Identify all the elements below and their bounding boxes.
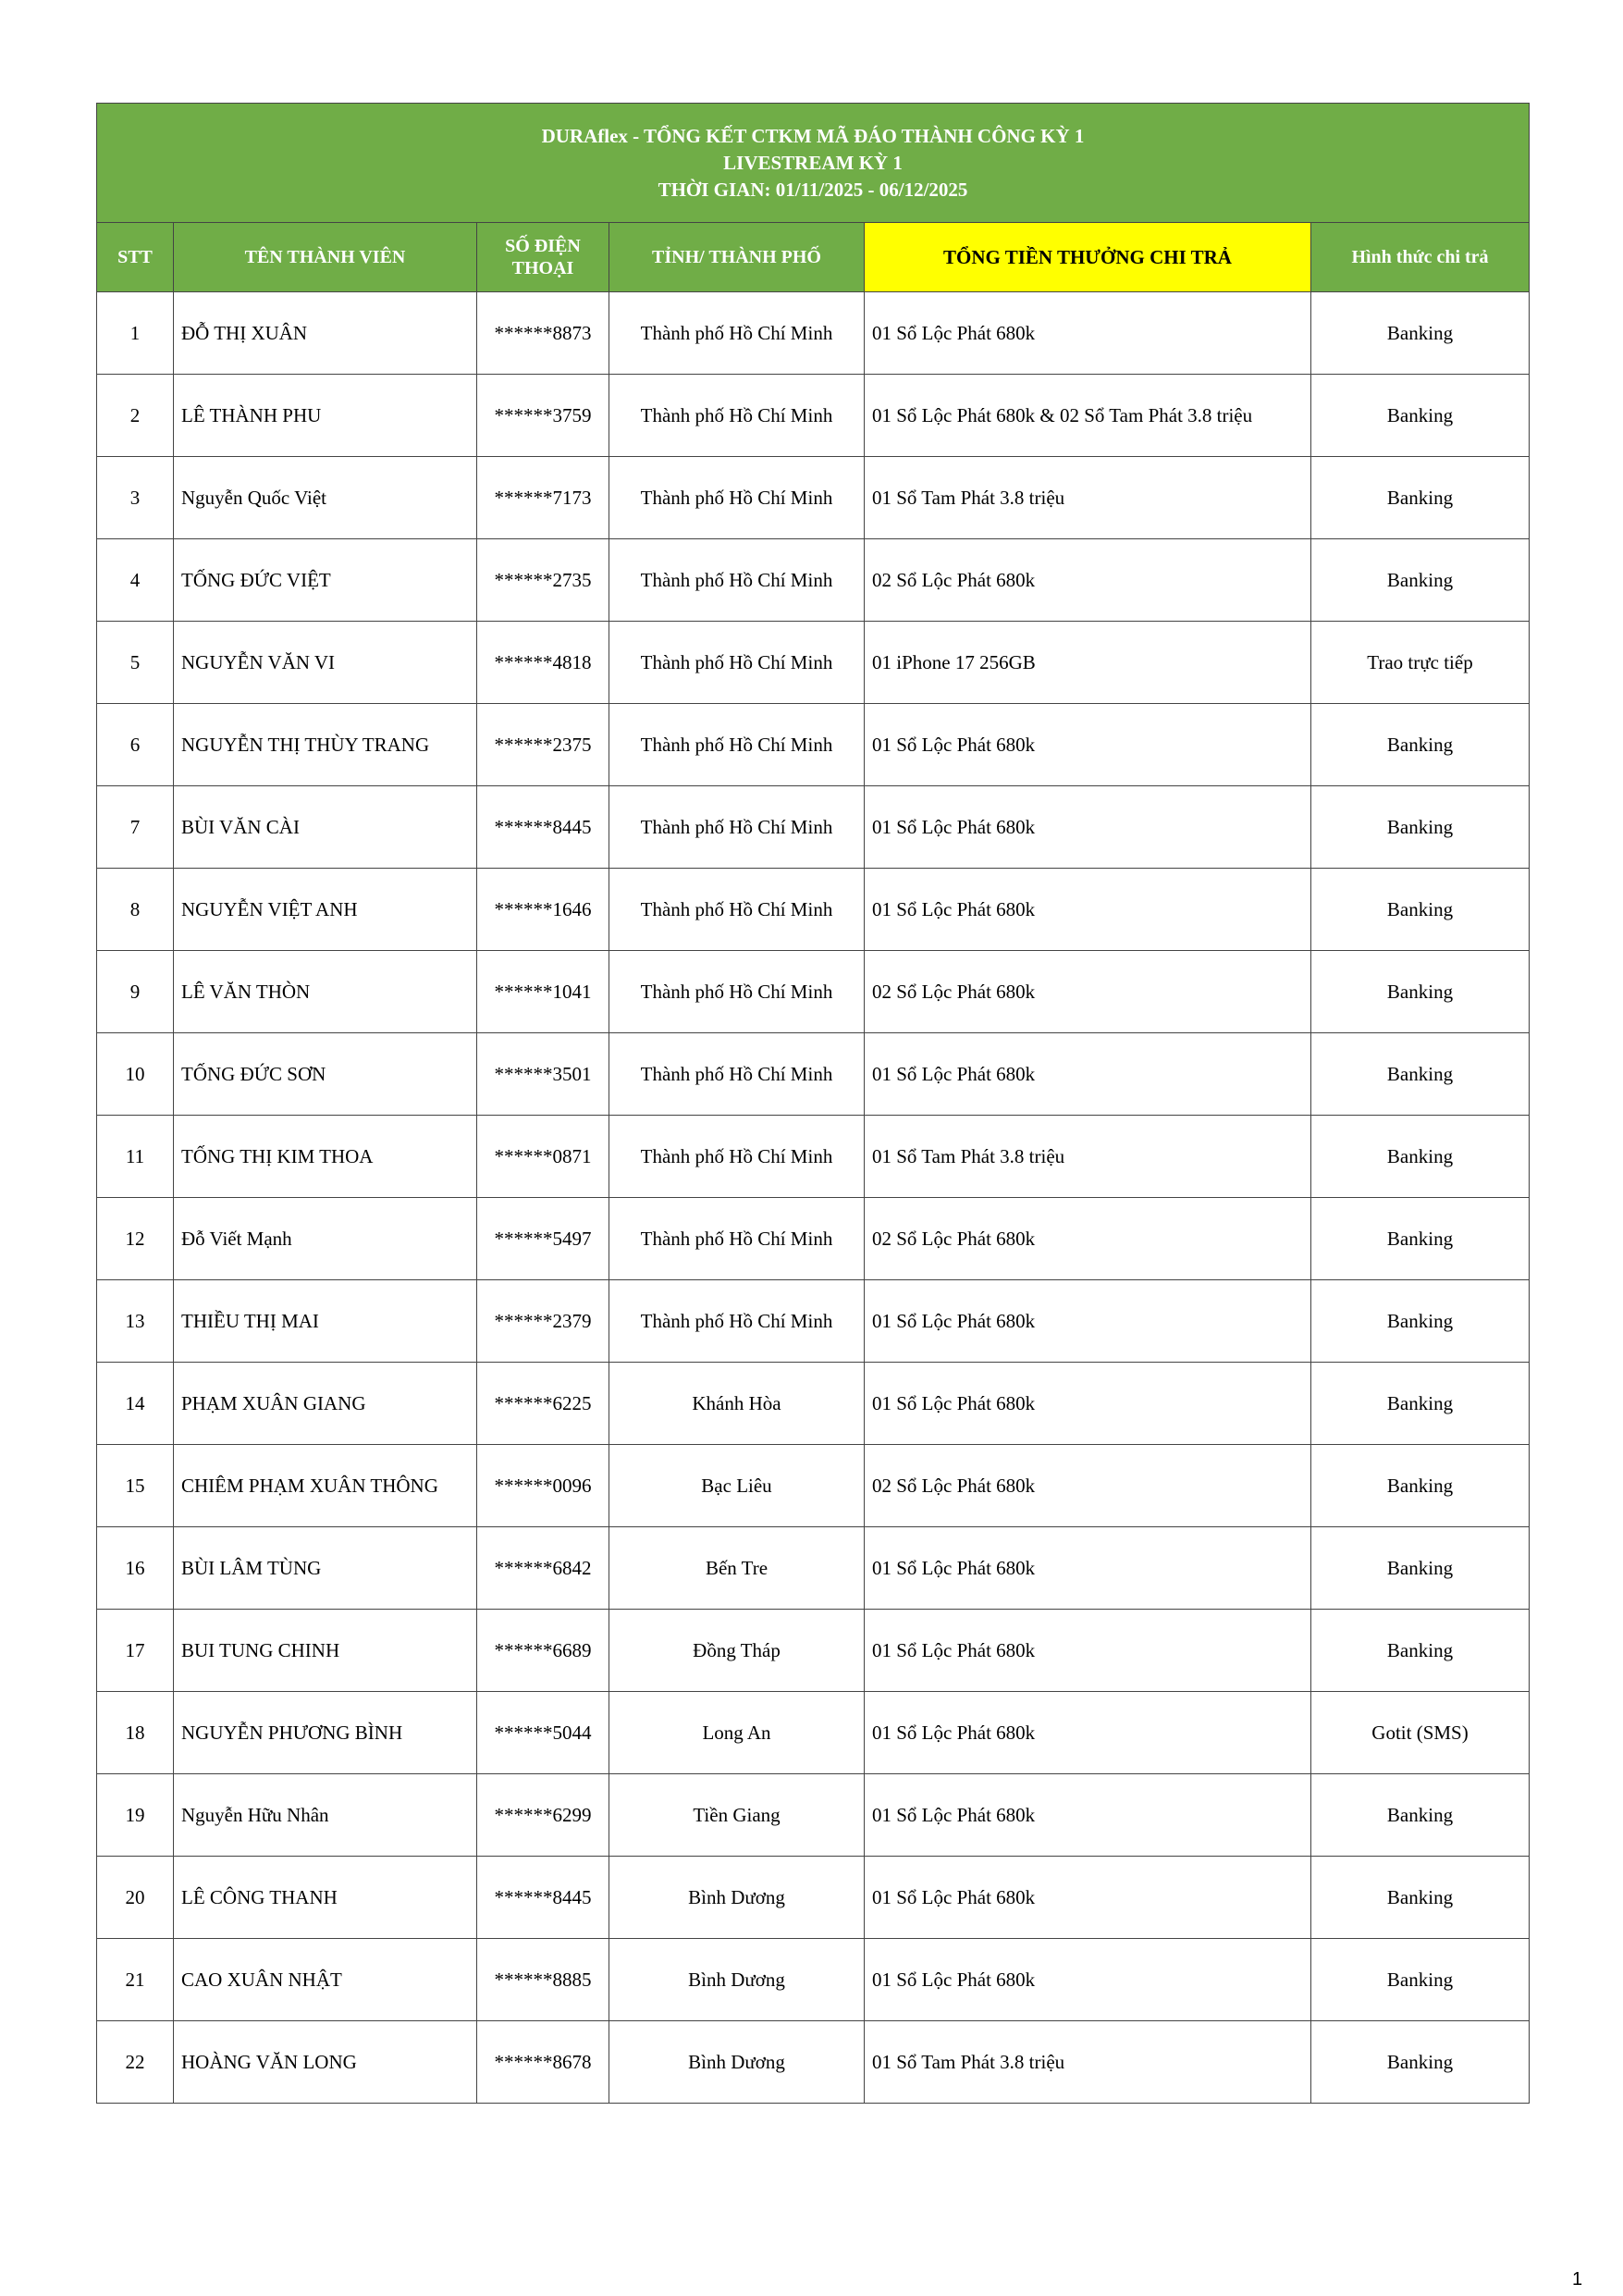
cell-stt: 2: [97, 375, 174, 457]
cell-province: Thành phố Hồ Chí Minh: [609, 704, 865, 786]
cell-method: Banking: [1311, 539, 1530, 622]
table-row: [97, 375, 1530, 457]
cell-prize: 01 Sổ Lộc Phát 680k: [865, 292, 1311, 375]
header-method: Hình thức chi trả: [1311, 223, 1530, 292]
cell-name: LÊ CÔNG THANH: [174, 1857, 477, 1939]
cell-prize: 01 Sổ Lộc Phát 680k: [865, 869, 1311, 951]
table-row: [97, 1280, 1530, 1363]
cell-name: NGUYỄN THỊ THÙY TRANG: [174, 704, 477, 786]
cell-name: CHIÊM PHẠM XUÂN THÔNG: [174, 1445, 477, 1527]
cell-prize: 01 Sổ Lộc Phát 680k: [865, 704, 1311, 786]
cell-method: Banking: [1311, 1527, 1530, 1610]
cell-province: Thành phố Hồ Chí Minh: [609, 622, 865, 704]
cell-method: Banking: [1311, 375, 1530, 457]
payout-table: [96, 103, 1530, 2104]
page-number: 1: [1572, 2269, 1583, 2290]
cell-province: Tiền Giang: [609, 1774, 865, 1857]
cell-prize: 02 Sổ Lộc Phát 680k: [865, 1445, 1311, 1527]
cell-method: Gotit (SMS): [1311, 1692, 1530, 1774]
cell-stt: 10: [97, 1033, 174, 1116]
cell-method: Banking: [1311, 1280, 1530, 1363]
cell-province: Bình Dương: [609, 2021, 865, 2104]
cell-method: Trao trực tiếp: [1311, 622, 1530, 704]
cell-phone: ******6842: [477, 1527, 609, 1610]
cell-stt: 20: [97, 1857, 174, 1939]
cell-province: Bạc Liêu: [609, 1445, 865, 1527]
cell-province: Thành phố Hồ Chí Minh: [609, 1033, 865, 1116]
cell-name: BÙI VĂN CÀI: [174, 786, 477, 869]
cell-name: Nguyễn Hữu Nhân: [174, 1774, 477, 1857]
cell-phone: ******3759: [477, 375, 609, 457]
cell-name: TỐNG ĐỨC VIỆT: [174, 539, 477, 622]
cell-prize: 01 Sổ Lộc Phát 680k: [865, 1363, 1311, 1445]
cell-prize: 01 Sổ Tam Phát 3.8 triệu: [865, 457, 1311, 539]
cell-province: Thành phố Hồ Chí Minh: [609, 292, 865, 375]
cell-province: Khánh Hòa: [609, 1363, 865, 1445]
cell-prize: 01 Sổ Tam Phát 3.8 triệu: [865, 2021, 1311, 2104]
table-row: [97, 1857, 1530, 1939]
cell-phone: ******8885: [477, 1939, 609, 2021]
cell-name: BÙI LÂM TÙNG: [174, 1527, 477, 1610]
cell-stt: 7: [97, 786, 174, 869]
title-block: [97, 104, 1530, 223]
cell-phone: ******0096: [477, 1445, 609, 1527]
cell-stt: 11: [97, 1116, 174, 1198]
cell-province: Đồng Tháp: [609, 1610, 865, 1692]
table-row: [97, 1939, 1530, 2021]
cell-method: Banking: [1311, 457, 1530, 539]
cell-method: Banking: [1311, 1857, 1530, 1939]
table-row: [97, 1774, 1530, 1857]
cell-province: Long An: [609, 1692, 865, 1774]
cell-province: Thành phố Hồ Chí Minh: [609, 1116, 865, 1198]
cell-method: Banking: [1311, 951, 1530, 1033]
cell-stt: 14: [97, 1363, 174, 1445]
table-row: [97, 1033, 1530, 1116]
cell-phone: ******6225: [477, 1363, 609, 1445]
table-row: [97, 622, 1530, 704]
cell-phone: ******1041: [477, 951, 609, 1033]
table-row: [97, 2021, 1530, 2104]
cell-name: HOÀNG VĂN LONG: [174, 2021, 477, 2104]
cell-stt: 19: [97, 1774, 174, 1857]
table-row: [97, 704, 1530, 786]
cell-method: Banking: [1311, 1774, 1530, 1857]
cell-stt: 17: [97, 1610, 174, 1692]
cell-name: Đỗ Viết Mạnh: [174, 1198, 477, 1280]
cell-phone: ******1646: [477, 869, 609, 951]
table-row: [97, 1198, 1530, 1280]
cell-name: ĐỖ THỊ XUÂN: [174, 292, 477, 375]
cell-prize: 02 Sổ Lộc Phát 680k: [865, 951, 1311, 1033]
table-row: [97, 1445, 1530, 1527]
cell-name: NGUYỄN PHƯƠNG BÌNH: [174, 1692, 477, 1774]
cell-province: Thành phố Hồ Chí Minh: [609, 539, 865, 622]
cell-prize: 01 Sổ Lộc Phát 680k: [865, 786, 1311, 869]
table-row: [97, 869, 1530, 951]
cell-method: Banking: [1311, 292, 1530, 375]
cell-phone: ******8873: [477, 292, 609, 375]
cell-prize: 01 Sổ Lộc Phát 680k: [865, 1033, 1311, 1116]
table-row: [97, 1363, 1530, 1445]
header-phone: SỐ ĐIỆN THOẠI: [477, 223, 609, 292]
cell-method: Banking: [1311, 1033, 1530, 1116]
cell-name: LÊ THÀNH PHU: [174, 375, 477, 457]
cell-name: NGUYỄN VĂN VI: [174, 622, 477, 704]
cell-stt: 3: [97, 457, 174, 539]
cell-province: Thành phố Hồ Chí Minh: [609, 951, 865, 1033]
cell-province: Thành phố Hồ Chí Minh: [609, 869, 865, 951]
cell-phone: ******3501: [477, 1033, 609, 1116]
cell-stt: 22: [97, 2021, 174, 2104]
cell-method: Banking: [1311, 869, 1530, 951]
cell-name: PHẠM XUÂN GIANG: [174, 1363, 477, 1445]
cell-prize: 01 iPhone 17 256GB: [865, 622, 1311, 704]
cell-stt: 5: [97, 622, 174, 704]
cell-stt: 6: [97, 704, 174, 786]
cell-prize: 01 Sổ Lộc Phát 680k: [865, 1692, 1311, 1774]
cell-prize: 01 Sổ Tam Phát 3.8 triệu: [865, 1116, 1311, 1198]
cell-name: NGUYỄN VIỆT ANH: [174, 869, 477, 951]
cell-stt: 21: [97, 1939, 174, 2021]
cell-name: CAO XUÂN NHẬT: [174, 1939, 477, 2021]
cell-phone: ******2379: [477, 1280, 609, 1363]
table-row: [97, 1527, 1530, 1610]
cell-method: Banking: [1311, 1198, 1530, 1280]
cell-stt: 1: [97, 292, 174, 375]
cell-prize: 01 Sổ Lộc Phát 680k: [865, 1939, 1311, 2021]
cell-prize: 02 Sổ Lộc Phát 680k: [865, 539, 1311, 622]
cell-phone: ******2375: [477, 704, 609, 786]
cell-method: Banking: [1311, 704, 1530, 786]
cell-prize: 01 Sổ Lộc Phát 680k: [865, 1527, 1311, 1610]
cell-phone: ******4818: [477, 622, 609, 704]
table-row: [97, 539, 1530, 622]
cell-province: Bình Dương: [609, 1939, 865, 2021]
cell-stt: 13: [97, 1280, 174, 1363]
cell-method: Banking: [1311, 786, 1530, 869]
cell-method: Banking: [1311, 1445, 1530, 1527]
cell-stt: 12: [97, 1198, 174, 1280]
cell-name: LÊ VĂN THÒN: [174, 951, 477, 1033]
cell-prize: 01 Sổ Lộc Phát 680k & 02 Sổ Tam Phát 3.8 triệu: [865, 375, 1311, 457]
table-row: [97, 1692, 1530, 1774]
cell-province: Thành phố Hồ Chí Minh: [609, 457, 865, 539]
cell-stt: 4: [97, 539, 174, 622]
cell-province: Thành phố Hồ Chí Minh: [609, 1198, 865, 1280]
table-row: [97, 951, 1530, 1033]
cell-stt: 15: [97, 1445, 174, 1527]
table-row: [97, 1610, 1530, 1692]
cell-name: BUI TUNG CHINH: [174, 1610, 477, 1692]
cell-phone: ******7173: [477, 457, 609, 539]
cell-phone: ******5044: [477, 1692, 609, 1774]
cell-province: Thành phố Hồ Chí Minh: [609, 1280, 865, 1363]
cell-province: Bến Tre: [609, 1527, 865, 1610]
title-line-3: THỜI GIAN: 01/11/2025 - 06/12/2025: [658, 178, 968, 201]
cell-province: Thành phố Hồ Chí Minh: [609, 375, 865, 457]
table-row: [97, 457, 1530, 539]
cell-stt: 18: [97, 1692, 174, 1774]
cell-stt: 16: [97, 1527, 174, 1610]
cell-name: Nguyễn Quốc Việt: [174, 457, 477, 539]
cell-province: Bình Dương: [609, 1857, 865, 1939]
cell-phone: ******8445: [477, 786, 609, 869]
header-prize: TỔNG TIỀN THƯỞNG CHI TRẢ: [865, 223, 1311, 292]
title-line-2: LIVESTREAM KỲ 1: [723, 151, 903, 174]
cell-phone: ******2735: [477, 539, 609, 622]
table-row: [97, 292, 1530, 375]
cell-method: Banking: [1311, 1610, 1530, 1692]
table-row: [97, 1116, 1530, 1198]
cell-phone: ******6689: [477, 1610, 609, 1692]
cell-stt: 8: [97, 869, 174, 951]
cell-method: Banking: [1311, 1116, 1530, 1198]
header-name: TÊN THÀNH VIÊN: [174, 223, 477, 292]
table-row: [97, 786, 1530, 869]
cell-prize: 01 Sổ Lộc Phát 680k: [865, 1857, 1311, 1939]
cell-phone: ******8445: [477, 1857, 609, 1939]
cell-method: Banking: [1311, 2021, 1530, 2104]
cell-province: Thành phố Hồ Chí Minh: [609, 786, 865, 869]
cell-name: THIỀU THỊ MAI: [174, 1280, 477, 1363]
header-row: [97, 223, 1530, 292]
cell-phone: ******8678: [477, 2021, 609, 2104]
header-province: TỈNH/ THÀNH PHỐ: [609, 223, 865, 292]
title-line-1: DURAflex - TỔNG KẾT CTKM MÃ ĐÁO THÀNH CÔNG KỲ 1: [541, 124, 1085, 147]
cell-prize: 01 Sổ Lộc Phát 680k: [865, 1774, 1311, 1857]
cell-stt: 9: [97, 951, 174, 1033]
cell-phone: ******6299: [477, 1774, 609, 1857]
cell-phone: ******0871: [477, 1116, 609, 1198]
cell-phone: ******5497: [477, 1198, 609, 1280]
cell-prize: 01 Sổ Lộc Phát 680k: [865, 1610, 1311, 1692]
cell-method: Banking: [1311, 1939, 1530, 2021]
cell-name: TỐNG ĐỨC SƠN: [174, 1033, 477, 1116]
cell-prize: 01 Sổ Lộc Phát 680k: [865, 1280, 1311, 1363]
cell-prize: 02 Sổ Lộc Phát 680k: [865, 1198, 1311, 1280]
header-stt: STT: [97, 223, 174, 292]
cell-name: TỐNG THỊ KIM THOA: [174, 1116, 477, 1198]
cell-method: Banking: [1311, 1363, 1530, 1445]
